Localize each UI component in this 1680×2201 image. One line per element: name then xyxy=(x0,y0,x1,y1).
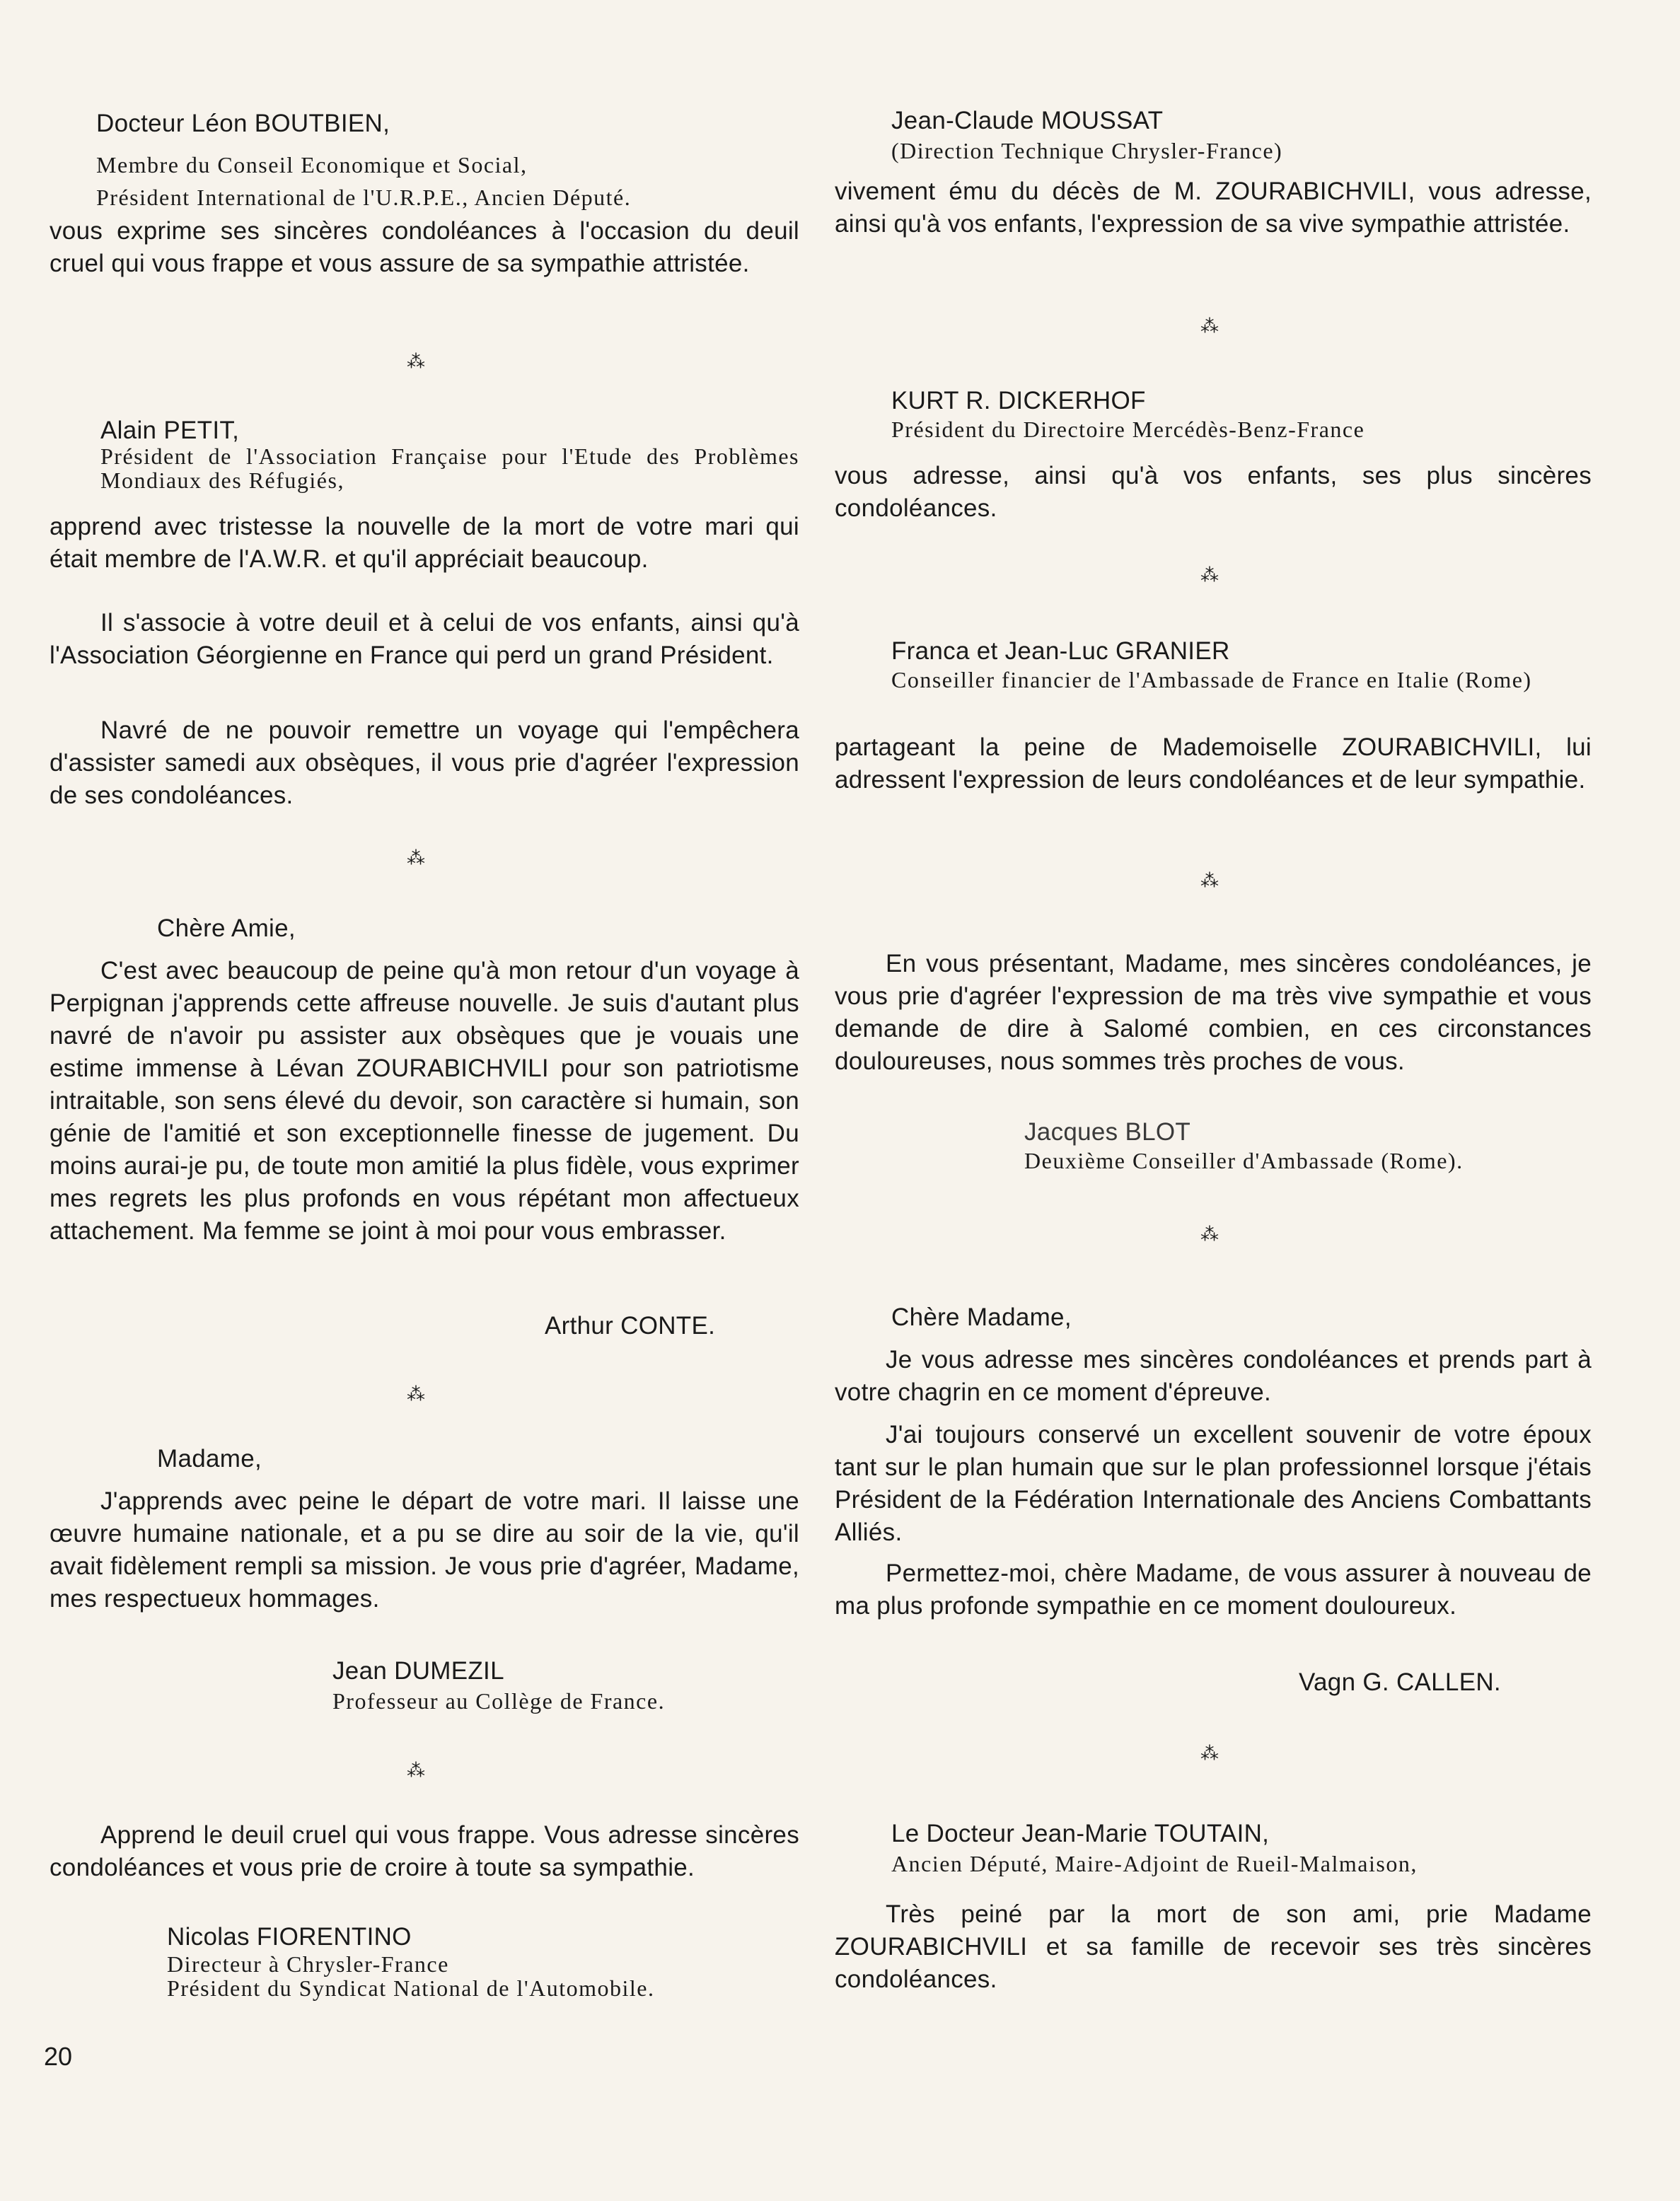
separator: ⁂ xyxy=(1200,565,1219,586)
conte-signature: Arthur CONTE. xyxy=(545,1312,716,1340)
callen-salutation: Chère Madame, xyxy=(891,1303,1072,1331)
callen-signature: Vagn G. CALLEN. xyxy=(1299,1668,1501,1696)
separator: ⁂ xyxy=(407,1384,425,1405)
granier-name: Franca et Jean-Luc GRANIER xyxy=(891,637,1230,665)
conte-text: C'est avec beaucoup de peine qu'à mon retour d'un voyage à Perpignan j'apprends cette affreuse nouvelle. Je suis d'autant plus navré de n'avoir pu assister aux obsèques que je vouais une estime immense à Lévan ZOURABICHVILI pour son patriotisme intraitable, son sens élevé du devoir, son caractère si humain, son génie de l'amitié et son exceptionnelle finesse de jugement. Du moins aurai-je pu, de toute mon amitié la plus fidèle, vous exprimer mes regrets les plus profonds en vous répétant mon affectueux attachement. Ma femme se joint à moi pour vous embrasser. xyxy=(50,957,799,1245)
blot-signature: Jacques BLOT xyxy=(1024,1118,1191,1146)
boutbien-title-2: Président International de l'U.R.P.E., Ancien Député. xyxy=(96,185,632,210)
dickerhof-text: vous adresse, ainsi qu'à vos enfants, ses plus sincères condoléances. xyxy=(835,462,1592,522)
dickerhof-title: Président du Directoire Mercédès-Benz-France xyxy=(891,417,1365,442)
fiorentino-title-1: Directeur à Chrysler-France xyxy=(167,1951,449,1977)
dickerhof-name: KURT R. DICKERHOF xyxy=(891,387,1146,414)
callen-paragraph-2: J'ai toujours conservé un excellent souvenir de votre époux tant sur le plan humain que sur le plan professionnel lorsque j'étais Président de la Fédération Internationale des Anciens Combattants Alliés. xyxy=(835,1421,1592,1546)
blot-title: Deuxième Conseiller d'Ambassade (Rome). xyxy=(1024,1148,1464,1173)
moussat-title: (Direction Technique Chrysler-France) xyxy=(891,138,1283,163)
dumezil-salutation: Madame, xyxy=(157,1445,262,1473)
separator: ⁂ xyxy=(1200,1224,1219,1245)
boutbien-title-1: Membre du Conseil Economique et Social, xyxy=(96,152,528,178)
separator: ⁂ xyxy=(1200,316,1219,337)
petit-title: Président de l'Association Française pour l'Etude des Problèmes Mondiaux des Réfugiés, xyxy=(100,443,799,493)
callen-paragraph-1: Je vous adresse mes sincères condoléances et prends part à votre chagrin en ce moment d'épreuve. xyxy=(835,1346,1592,1406)
conte-salutation: Chère Amie, xyxy=(157,914,296,942)
petit-paragraph-3: Navré de ne pouvoir remettre un voyage qui l'empêchera d'assister samedi aux obsèques, il vous prie d'agréer l'expression de ses condoléances. xyxy=(50,716,799,809)
petit-paragraph-2: Il s'associe à votre deuil et à celui de vos enfants, ainsi qu'à l'Association Géorgienne en France qui perd un grand Président. xyxy=(50,609,799,669)
separator: ⁂ xyxy=(407,352,425,372)
granier-title: Conseiller financier de l'Ambassade de France en Italie (Rome) xyxy=(891,667,1532,692)
dumezil-title: Professeur au Collège de France. xyxy=(332,1688,666,1714)
boutbien-name: Docteur Léon BOUTBIEN, xyxy=(96,110,390,137)
fiorentino-signature: Nicolas FIORENTINO xyxy=(167,1923,412,1951)
blot-text: En vous présentant, Madame, mes sincères condoléances, je vous prie d'agréer l'expression de ma très vive sympathie et vous demande de dire à Salomé combien, en ces circonstances douloureuses, nous sommes très proches de vous. xyxy=(835,950,1592,1075)
dumezil-text: J'apprends avec peine le départ de votre mari. Il laisse une œuvre humaine nationale, et a pu se dire au soir de la vie, qu'il avait fidèlement rempli sa mission. Je vous prie d'agréer, Madame, mes respectueux hommages. xyxy=(50,1487,799,1613)
separator: ⁂ xyxy=(407,848,425,869)
granier-text: partageant la peine de Mademoiselle ZOURABICHVILI, lui adressent l'expression de leurs condoléances et de leur sympathie. xyxy=(835,733,1592,794)
separator: ⁂ xyxy=(1200,871,1219,891)
moussat-name: Jean-Claude MOUSSAT xyxy=(891,107,1164,134)
fiorentino-text: Apprend le deuil cruel qui vous frappe. Vous adresse sincères condoléances et vous prie de croire à toute sa sympathie. xyxy=(50,1821,799,1881)
page-number: 20 xyxy=(44,2042,73,2071)
fiorentino-title-2: Président du Syndicat National de l'Automobile. xyxy=(167,1975,655,2001)
toutain-text: Très peiné par la mort de son ami, prie Madame ZOURABICHVILI et sa famille de recevoir ses très sincères condoléances. xyxy=(835,1900,1592,1993)
moussat-text: vivement ému du décès de M. ZOURABICHVILI, vous adresse, ainsi qu'à vos enfants, l'expression de sa vive sympathie attristée. xyxy=(835,178,1592,238)
petit-paragraph-1: apprend avec tristesse la nouvelle de la mort de votre mari qui était membre de l'A.W.R. et qu'il appréciait beaucoup. xyxy=(50,513,799,573)
separator: ⁂ xyxy=(1200,1743,1219,1764)
boutbien-text: vous exprime ses sincères condoléances à l'occasion du deuil cruel qui vous frappe et vous assure de sa sympathie attristée. xyxy=(50,217,799,277)
dumezil-signature: Jean DUMEZIL xyxy=(332,1657,504,1685)
toutain-name: Le Docteur Jean-Marie TOUTAIN, xyxy=(891,1820,1270,1847)
petit-name: Alain PETIT, xyxy=(100,417,240,444)
separator: ⁂ xyxy=(407,1760,425,1781)
toutain-title: Ancien Député, Maire-Adjoint de Rueil-Malmaison, xyxy=(891,1851,1418,1876)
callen-paragraph-3: Permettez-moi, chère Madame, de vous assurer à nouveau de ma plus profonde sympathie en ce moment douloureux. xyxy=(835,1560,1592,1620)
